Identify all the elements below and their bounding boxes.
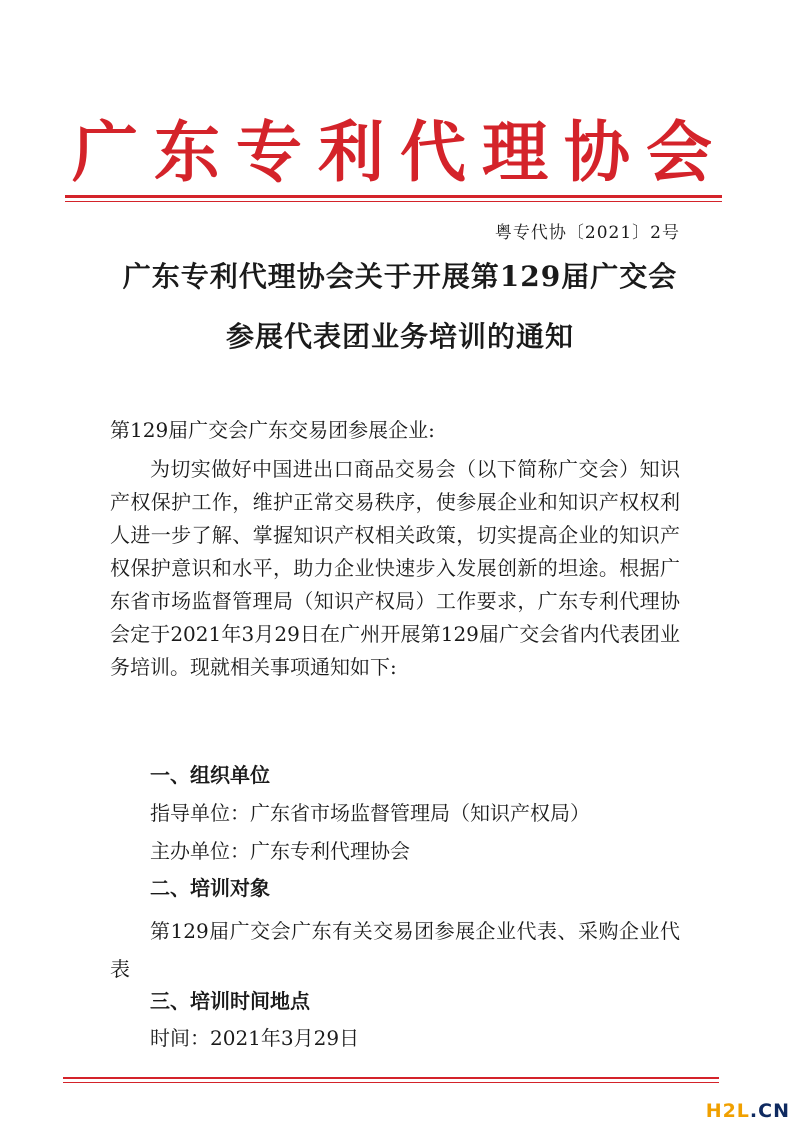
title-line-1: 广东专利代理协会关于开展第129届广交会 xyxy=(122,260,678,293)
main-paragraph xyxy=(110,453,680,684)
header-red-rule-thin xyxy=(65,201,722,202)
footer-red-rule xyxy=(63,1077,719,1079)
guide-unit: 指导单位：广东省市场监督管理局（知识产权局） xyxy=(150,801,590,825)
watermark-part-1: H2L xyxy=(705,1100,750,1122)
section-3-heading: 三、培训时间地点 xyxy=(150,989,310,1013)
watermark-part-2: .CN xyxy=(749,1100,790,1122)
host-unit: 主办单位：广东专利代理协会 xyxy=(150,839,410,863)
training-time: 时间：2021年3月29日 xyxy=(150,1026,360,1050)
header-red-rule xyxy=(65,195,722,198)
org-letterhead: 广东专利代理协会 xyxy=(72,113,728,191)
training-target-text: 第129届广交会广东有关交易团参展企业代表、采购企业代表 xyxy=(110,919,680,981)
salutation: 第129届广交会广东交易团参展企业: xyxy=(110,418,435,442)
section-1-heading: 一、组织单位 xyxy=(150,763,270,787)
title-line-2: 参展代表团业务培训的通知 xyxy=(225,320,574,353)
footer-red-rule-thin xyxy=(63,1082,719,1083)
main-paragraph-text: 为切实做好中国进出口商品交易会（以下简称广交会）知识产权保护工作，维护正常交易秩序，使参展企业和知识产权权利人进一步了解、掌握知识产权相关政策，切实提高企业的知识产权保护意识和水平，助力企业快速步入发展创新的坦途。根据广东省市场监督管理局（知识产权局）工作要求，广东专利代理协会定于2021年3月29日在广州开展第129届广交会省内代表团业务培训。现就相关事项通知如下: xyxy=(110,457,680,679)
document-number: 粤专代协〔2021〕2号 xyxy=(494,223,680,243)
site-watermark xyxy=(706,1100,790,1122)
section-2-heading: 二、培训对象 xyxy=(150,876,270,900)
